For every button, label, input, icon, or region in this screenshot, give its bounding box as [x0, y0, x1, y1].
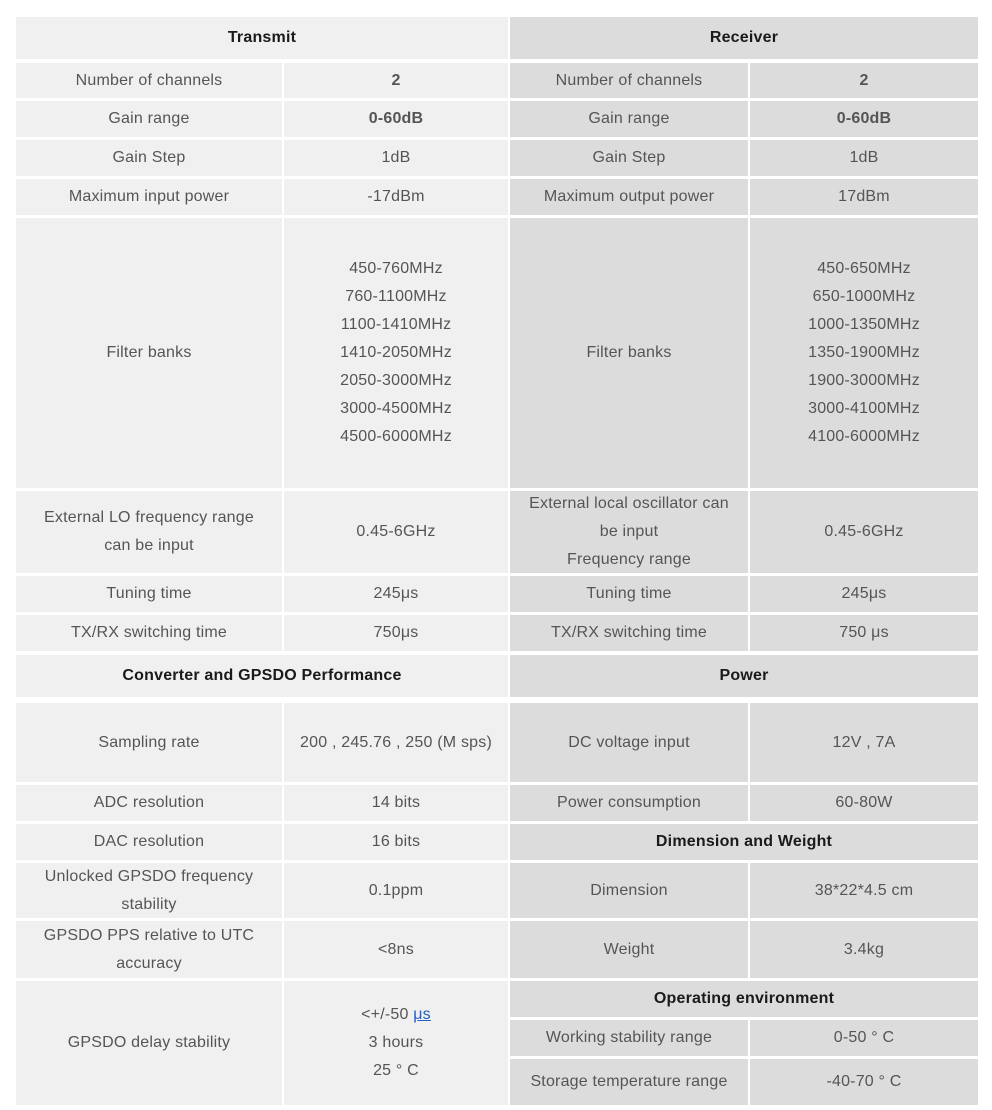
rx-filter-band: 3000-4100MHz — [808, 400, 920, 417]
tx-max-power-label: Maximum input power — [16, 179, 282, 215]
dimension-weight-header: Dimension and Weight — [510, 824, 978, 860]
gpsdo-delay-prefix: <+/-50 — [361, 1006, 414, 1023]
power-consumption-label: Power consumption — [510, 785, 748, 821]
working-stability-value: 0-50 ° C — [750, 1020, 978, 1056]
dimension-value: 38*22*4.5 cm — [750, 863, 978, 918]
rx-external-lo-line: Frequency range — [567, 551, 691, 568]
gpsdo-pps-accuracy-line: accuracy — [116, 954, 182, 972]
tx-tuning-time-value: 245μs — [284, 576, 508, 612]
gpsdo-freq-stability-line: Unlocked GPSDO frequency — [44, 867, 254, 885]
adc-resolution-value: 14 bits — [284, 785, 508, 821]
tx-filter-band: 4500-6000MHz — [340, 428, 452, 445]
dimension-label: Dimension — [510, 863, 748, 918]
working-stability-label: Working stability range — [510, 1020, 748, 1056]
tx-channels-label: Number of channels — [16, 63, 282, 98]
rx-filter-band: 1000-1350MHz — [808, 316, 920, 333]
rx-external-lo-value: 0.45-6GHz — [750, 491, 978, 573]
gpsdo-pps-accuracy-line: GPSDO PPS relative to UTC — [43, 926, 255, 944]
rx-tuning-time-value: 245μs — [750, 576, 978, 612]
power-consumption-value: 60-80W — [750, 785, 978, 821]
tx-filter-band: 2050-3000MHz — [340, 372, 452, 389]
microsecond-link[interactable]: μs — [413, 1006, 431, 1023]
receiver-header: Receiver — [510, 17, 978, 59]
rx-gain-range-label: Gain range — [510, 101, 748, 137]
tx-filter-band: 3000-4500MHz — [340, 400, 452, 417]
gpsdo-delay-stability-line: 3 hours — [368, 1034, 424, 1051]
gpsdo-freq-stability-line: stability — [121, 895, 177, 913]
gpsdo-delay-stability-line — [361, 1001, 431, 1029]
tx-external-lo-label — [16, 491, 282, 573]
operating-environment-header: Operating environment — [510, 981, 978, 1017]
weight-value: 3.4kg — [750, 921, 978, 978]
rx-channels-label: Number of channels — [510, 63, 748, 98]
rx-filter-band: 650-1000MHz — [812, 288, 916, 305]
gpsdo-delay-stability-label: GPSDO delay stability — [16, 981, 282, 1105]
rx-max-power-value: 17dBm — [750, 179, 978, 215]
gpsdo-pps-accuracy-label — [16, 921, 282, 978]
rx-external-lo-line: External local oscillator can — [529, 495, 729, 512]
rx-filter-banks-label: Filter banks — [510, 218, 748, 488]
rx-switching-time-label: TX/RX switching time — [510, 615, 748, 651]
sampling-rate-value: 200 , 245.76 , 250 (M sps) — [284, 703, 508, 782]
rx-filter-band: 1900-3000MHz — [808, 372, 920, 389]
rx-channels-value: 2 — [750, 63, 978, 98]
tx-gain-range-value: 0-60dB — [284, 101, 508, 137]
weight-label: Weight — [510, 921, 748, 978]
gpsdo-pps-accuracy-value: <8ns — [284, 921, 508, 978]
dc-voltage-label: DC voltage input — [510, 703, 748, 782]
tx-switching-time-value: 750μs — [284, 615, 508, 651]
tx-gain-step-label: Gain Step — [16, 140, 282, 176]
gpsdo-delay-stability-value — [284, 981, 508, 1105]
converter-header: Converter and GPSDO Performance — [16, 655, 508, 697]
rx-gain-range-value: 0-60dB — [750, 101, 978, 137]
transmit-header: Transmit — [16, 17, 508, 59]
tx-gain-range-label: Gain range — [16, 101, 282, 137]
adc-resolution-label: ADC resolution — [16, 785, 282, 821]
power-header: Power — [510, 655, 978, 697]
dac-resolution-label: DAC resolution — [16, 824, 282, 860]
rx-filter-band: 1350-1900MHz — [808, 344, 920, 361]
tx-external-lo-line: can be input — [104, 537, 194, 554]
tx-external-lo-line: External LO frequency range — [44, 509, 254, 526]
tx-external-lo-value: 0.45-6GHz — [284, 491, 508, 573]
rx-tuning-time-label: Tuning time — [510, 576, 748, 612]
dac-resolution-value: 16 bits — [284, 824, 508, 860]
rx-filter-banks-values — [750, 218, 978, 488]
gpsdo-freq-stability-label — [16, 863, 282, 918]
tx-switching-time-label: TX/RX switching time — [16, 615, 282, 651]
rx-filter-band: 4100-6000MHz — [808, 428, 920, 445]
rx-switching-time-value: 750 μs — [750, 615, 978, 651]
tx-filter-banks-label: Filter banks — [16, 218, 282, 488]
gpsdo-delay-stability-line: 25 ° C — [373, 1062, 419, 1079]
rx-filter-band: 450-650MHz — [817, 260, 911, 277]
tx-gain-step-value: 1dB — [284, 140, 508, 176]
tx-channels-value: 2 — [284, 63, 508, 98]
tx-filter-band: 450-760MHz — [349, 260, 443, 277]
tx-filter-band: 760-1100MHz — [345, 288, 447, 305]
gpsdo-freq-stability-value: 0.1ppm — [284, 863, 508, 918]
tx-tuning-time-label: Tuning time — [16, 576, 282, 612]
dc-voltage-value: 12V , 7A — [750, 703, 978, 782]
rx-gain-step-label: Gain Step — [510, 140, 748, 176]
tx-filter-band: 1100-1410MHz — [340, 316, 452, 333]
rx-external-lo-line: be input — [599, 523, 659, 540]
storage-temperature-value: -40-70 ° C — [750, 1059, 978, 1105]
rx-external-lo-label — [510, 491, 748, 573]
tx-filter-banks-values — [284, 218, 508, 488]
tx-max-power-value: -17dBm — [284, 179, 508, 215]
rx-gain-step-value: 1dB — [750, 140, 978, 176]
rx-max-power-label: Maximum output power — [510, 179, 748, 215]
storage-temperature-label: Storage temperature range — [510, 1059, 748, 1105]
tx-filter-band: 1410-2050MHz — [340, 344, 452, 361]
sampling-rate-label: Sampling rate — [16, 703, 282, 782]
